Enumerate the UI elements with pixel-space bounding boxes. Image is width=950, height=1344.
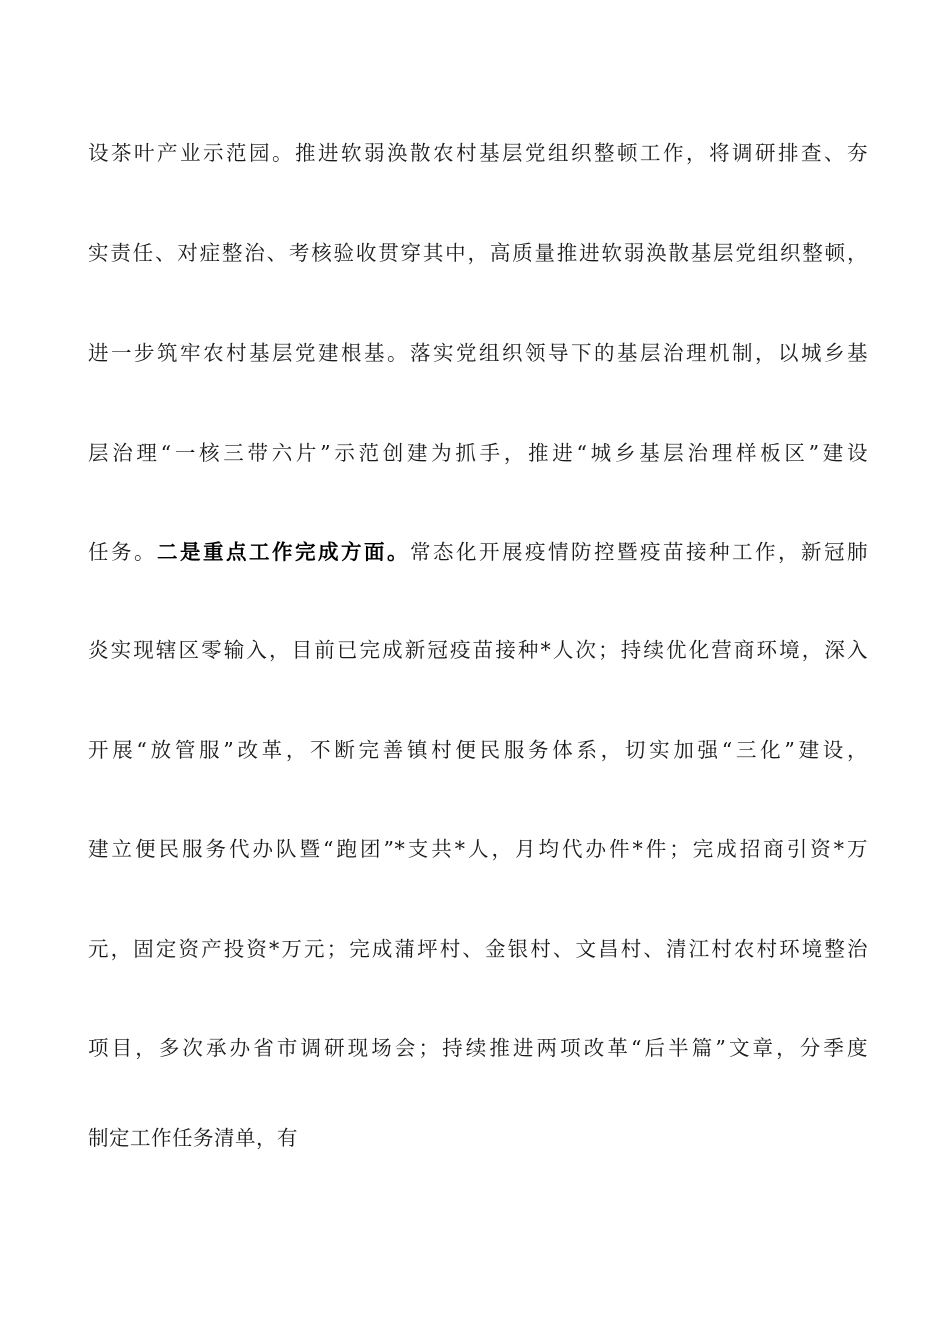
line-5-lead-text: 任务。 bbox=[88, 540, 157, 564]
paragraph-line-10: 项目，多次承办省市调研现场会；持续推进两项改革“后半篇”文章，分季度 bbox=[88, 1036, 868, 1060]
paragraph-line-8: 建立便民服务代办队暨“跑团”*支共*人，月均代办件*件；完成招商引资*万 bbox=[88, 837, 868, 861]
paragraph-line-11: 制定工作任务清单，有 bbox=[88, 1126, 298, 1150]
paragraph-line-9: 元，固定资产投资*万元；完成蒲坪村、金银村、文昌村、清江村农村环境整治 bbox=[88, 937, 868, 961]
paragraph-line-1: 设茶叶产业示范园。推进软弱涣散农村基层党组织整顿工作，将调研排查、夯 bbox=[88, 141, 868, 165]
paragraph-line-6: 炎实现辖区零输入，目前已完成新冠疫苗接种*人次；持续优化营商环境，深入 bbox=[88, 638, 868, 662]
paragraph-line-7: 开展“放管服”改革，不断完善镇村便民服务体系，切实加强“三化”建设， bbox=[88, 738, 868, 762]
paragraph-line-4: 层治理“一核三带六片”示范创建为抓手，推进“城乡基层治理样板区”建设 bbox=[88, 441, 868, 465]
paragraph-line-2: 实责任、对症整治、考核验收贯穿其中，高质量推进软弱涣散基层党组织整顿， bbox=[88, 241, 868, 265]
section-heading-key-work: 二是重点工作完成方面。 bbox=[157, 540, 410, 564]
paragraph-line-5 bbox=[88, 532, 868, 572]
line-5-trailing-text: 常态化开展疫情防控暨疫苗接种工作，新冠肺 bbox=[410, 540, 868, 564]
paragraph-line-3: 进一步筑牢农村基层党建根基。落实党组织领导下的基层治理机制，以城乡基 bbox=[88, 341, 868, 365]
